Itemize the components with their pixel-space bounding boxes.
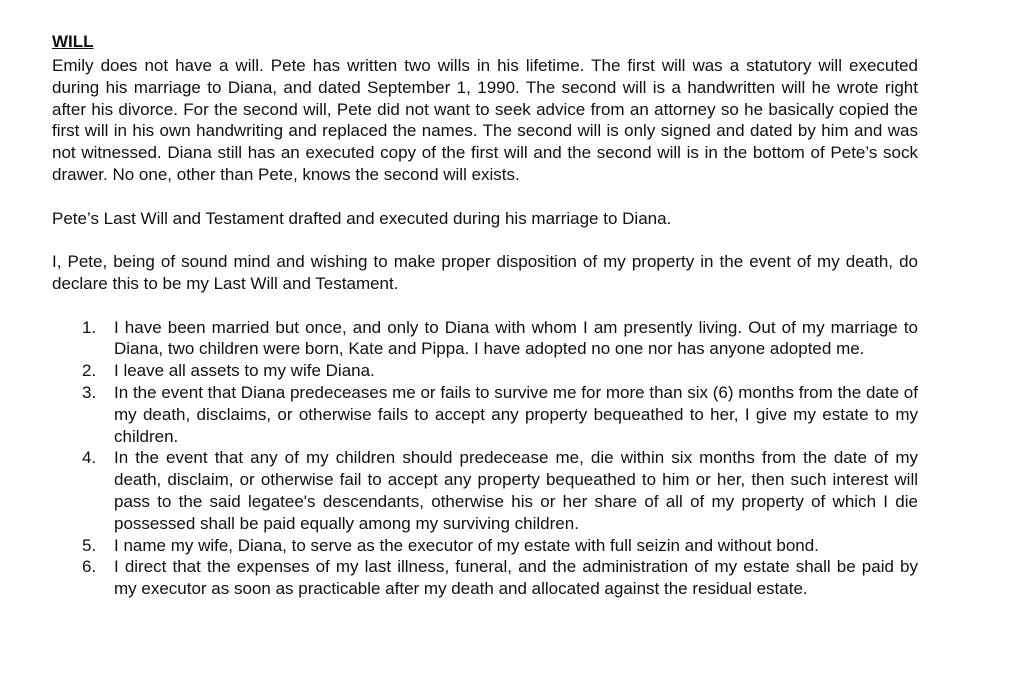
clause-number: 6. <box>82 557 97 577</box>
paragraph-gap <box>52 229 918 251</box>
clause-text: I name my wife, Diana, to serve as the executor of my estate with full seizin and without bond. <box>114 535 819 555</box>
clause-number: 2. <box>82 361 97 381</box>
will-clauses-list <box>52 317 918 600</box>
clause-text: In the event that any of my children should predecease me, die within six months from the date of my death, disclaim, or otherwise fail to accept any property bequeathed to him or her, then such interest will pass to the said legatee's descendants, otherwise his or her share of all of my property of which I die possessed shall be paid equally among my surviving children. <box>114 448 918 533</box>
will-title-paragraph: Pete’s Last Will and Testament drafted and executed during his marriage to Diana. <box>52 208 672 228</box>
clause-text: I leave all assets to my wife Diana. <box>114 361 375 381</box>
paragraph-gap <box>52 186 918 208</box>
will-clause <box>52 382 918 447</box>
section-heading: WILL <box>52 32 94 51</box>
clause-text: I direct that the expenses of my last illness, funeral, and the administration of my estate shall be paid by my executor as soon as practicable after my death and allocated against the residual estate. <box>114 557 918 599</box>
clause-text: I have been married but once, and only to Diana with whom I am presently living. Out of my marriage to Diana, two children were born, Kate and Pippa. I have adopted no one nor has anyone adopted me. <box>114 317 918 359</box>
document-page <box>52 31 918 600</box>
will-clause <box>52 317 918 361</box>
declaration-paragraph: I, Pete, being of sound mind and wishing to make proper disposition of my property in the event of my death, do declare this to be my Last Will and Testament. <box>52 252 918 293</box>
clause-number: 1. <box>82 317 97 337</box>
will-clause <box>52 556 918 600</box>
clause-number: 3. <box>82 382 97 402</box>
will-clause <box>52 360 918 382</box>
clause-number: 5. <box>82 535 97 555</box>
clause-text: In the event that Diana predeceases me or fails to survive me for more than six (6) months from the date of my death, disclaims, or otherwise fails to accept any property bequeathed to her, I give my estate to my children. <box>114 382 918 446</box>
paragraph-gap <box>52 295 918 317</box>
will-clause <box>52 535 918 557</box>
clause-number: 4. <box>82 448 97 468</box>
intro-paragraph: Emily does not have a will. Pete has written two wills in his lifetime. The first will was a statutory will executed during his marriage to Diana, and dated September 1, 1990. The second will is a handwritten will he wrote right after his divorce. For the second will, Pete did not want to seek advice from an attorney so he basically copied the first will in his own handwriting and replaced the names. The second will is only signed and dated by him and was not witnessed. Diana still has an executed copy of the first will and the second will is in the bottom of Pete’s sock drawer. No one, other than Pete, knows the second will exists. <box>52 56 918 184</box>
will-clause <box>52 447 918 534</box>
